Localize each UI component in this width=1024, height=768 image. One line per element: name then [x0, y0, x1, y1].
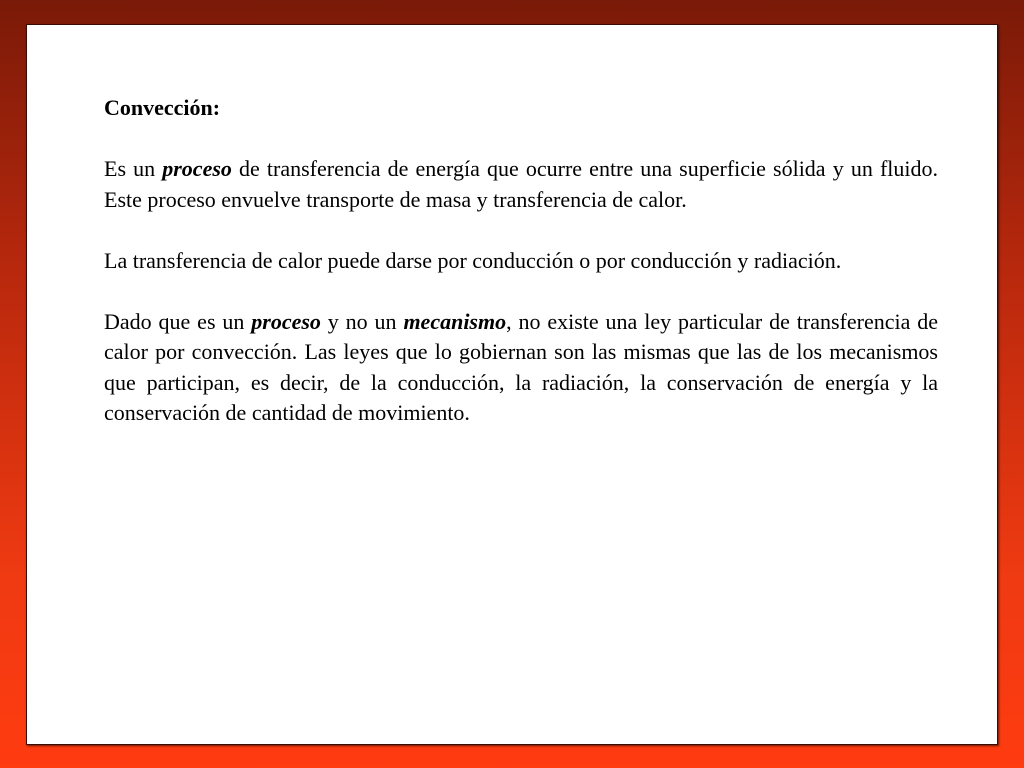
slide-heading: Convección: [104, 95, 221, 120]
slide-content [104, 93, 938, 429]
emphasis-proceso: proceso [162, 156, 232, 181]
paragraph-heat-transfer-text: La transferencia de calor puede darse por conducción o por conducción y radiación. [104, 247, 842, 273]
emphasis-proceso-2: proceso [251, 308, 321, 334]
paragraph-heat-transfer [104, 246, 938, 277]
paragraph-laws-text-2: y no un [320, 308, 404, 334]
paragraph-definition [104, 154, 938, 215]
paragraph-definition-text-2: de transferencia de energía que ocurre entre una superficie sólida y un fluido. Este proceso envuelve transporte de masa y transferencia de calor. [104, 156, 938, 212]
paragraph-definition-text-1: Es un [104, 156, 163, 181]
paragraph-laws-text-3: , no existe una ley particular de transferencia de calor por convección. Las leyes que lo gobiernan son las mismas que las de los mecanismos que participan, es decir, de la conducción, la radiación, la conservación de energía y la conservación de cantidad de movimiento. [104, 308, 938, 425]
slide-panel [26, 24, 998, 745]
paragraph-laws-text-1: Dado que es un [104, 308, 252, 334]
paragraph-laws [104, 307, 938, 429]
emphasis-mecanismo: mecanismo [403, 308, 507, 334]
